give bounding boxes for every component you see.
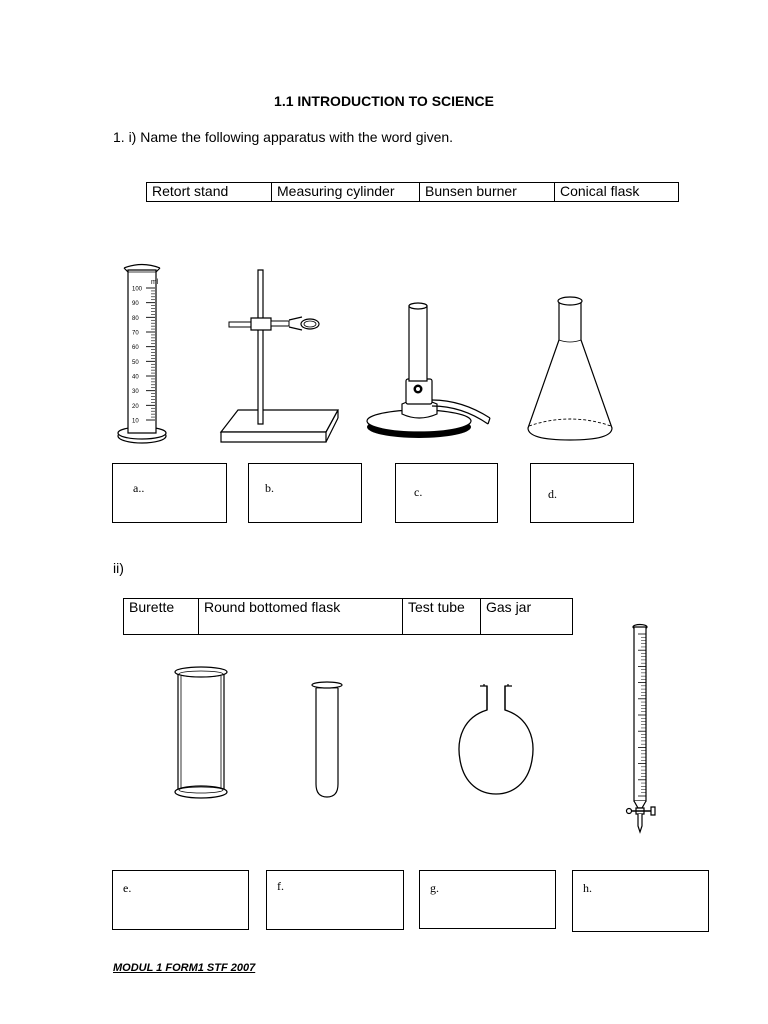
answer-box-h[interactable] [572,870,709,932]
cylinder-scale-label: 20 [132,403,139,410]
round-bottomed-flask-drawing [456,680,536,802]
footer-module-label: MODUL 1 FORM1 STF 2007 [113,962,256,974]
cylinder-scale-label: 40 [132,374,139,381]
answer-label-h: h. [583,881,592,895]
cylinder-unit-label: ml [151,279,159,286]
word-burette: Burette [124,599,199,635]
word-round-bottomed-flask: Round bottomed flask [199,599,403,635]
answer-box-c[interactable] [395,463,498,523]
page-title: 1.1 INTRODUCTION TO SCIENCE [274,93,494,109]
burette-drawing [622,622,662,836]
gas-jar-drawing [170,664,232,804]
cylinder-scale-label: 60 [132,345,139,352]
word-bank-2 [123,598,573,635]
measuring-cylinder-drawing [112,260,172,448]
bunsen-burner-drawing [362,300,502,442]
cylinder-scale-label: 90 [132,301,139,308]
answer-box-e[interactable] [112,870,249,930]
word-bank-1 [146,182,679,202]
answer-label-e: e. [123,881,132,895]
answer-box-f[interactable] [266,870,404,930]
cylinder-scale-label: 70 [132,330,139,337]
question-2-label: ii) [113,560,124,576]
word-retort-stand: Retort stand [147,183,272,202]
word-bunsen-burner: Bunsen burner [420,183,555,202]
answer-box-g[interactable] [419,870,556,929]
word-gas-jar: Gas jar [481,599,573,635]
question-1-instruction: 1. i) Name the following apparatus with the word given. [113,129,454,145]
cylinder-scale-label: 50 [132,359,139,366]
cylinder-scale-label: 10 [132,418,139,425]
answer-label-a: a.. [133,481,145,495]
cylinder-scale-label: 80 [132,315,139,322]
answer-box-a[interactable] [112,463,227,523]
word-conical-flask: Conical flask [555,183,679,202]
cylinder-scale-label: 30 [132,389,139,396]
answer-box-b[interactable] [248,463,362,523]
retort-stand-drawing [216,268,346,448]
word-test-tube: Test tube [403,599,481,635]
answer-label-f: f. [277,879,284,893]
cylinder-scale-label: 100 [132,286,143,293]
answer-label-d: d. [548,487,557,501]
answer-label-b: b. [265,481,274,495]
test-tube-drawing [310,680,346,800]
word-measuring-cylinder: Measuring cylinder [272,183,420,202]
conical-flask-drawing [522,292,622,444]
answer-box-d[interactable] [530,463,634,523]
answer-label-g: g. [430,881,439,895]
answer-label-c: c. [414,485,423,499]
